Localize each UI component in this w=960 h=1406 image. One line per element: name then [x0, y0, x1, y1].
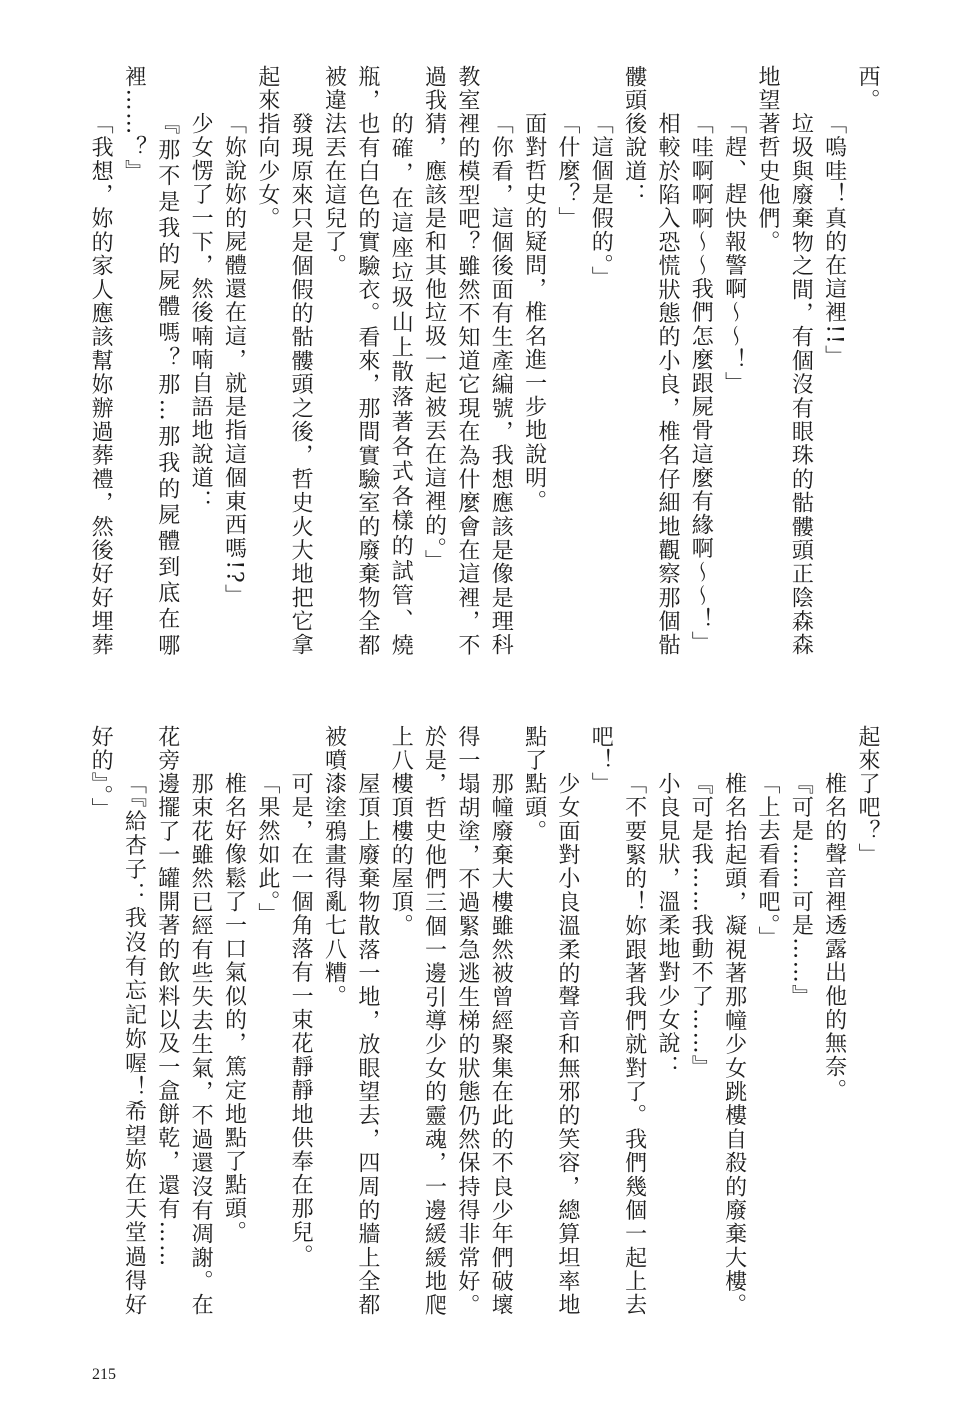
text-column: 好的』。」 [88, 725, 114, 821]
text-column: 可是，在一個角落有一束花靜靜地供奉在那兒。 [288, 772, 314, 1268]
text-column: 地望著哲史他們。 [754, 65, 780, 254]
text-column: 「上去看看吧。」 [754, 772, 780, 950]
text-column: 髏頭後說道： [621, 65, 647, 207]
text-column: 起來指向少女。 [254, 65, 280, 231]
text-column: 上八樓頂樓的屋頂。 [388, 725, 414, 938]
text-column: 椎名好像鬆了一口氣似的，篤定地點了點頭。 [221, 772, 247, 1244]
text-column: 發現原來只是個假的骷髏頭之後，哲史火大地把它拿 [288, 112, 314, 657]
text-column: 『可是……可是……』 [788, 772, 814, 1008]
text-column: 『可是我……我動不了……』 [688, 772, 714, 1079]
text-column: 西。 [855, 65, 880, 113]
text-column: 「我想，妳的家人應該幫妳辦過葬禮，然後好好埋葬 [88, 112, 114, 657]
text-column: 裡……？』 [121, 65, 147, 183]
text-column: 教室裡的模型吧？雖然不知道它現在為什麼會在這裡，不 [454, 65, 480, 657]
text-column: 『那不是我的屍體嗎？那…那我的屍體到底在哪 [154, 112, 180, 657]
text-column: 「不要緊的！妳跟著我們就對了。我們幾個一起上去 [621, 772, 647, 1317]
lower-text-block [88, 725, 879, 1317]
upper-text-block [88, 65, 879, 657]
text-column: 被噴漆塗鴉畫得亂七八糟。 [321, 725, 347, 1009]
text-column: 那束花雖然已經有些失去生氣，不過還沒有凋謝。在 [188, 772, 214, 1317]
text-column: 於是，哲史他們三個一邊引導少女的靈魂，一邊緩緩地爬 [421, 725, 447, 1317]
text-column: 起來了吧？」 [855, 725, 880, 867]
text-column: 「妳說妳的屍體還在這，就是指這個東西嗎!?」 [221, 112, 247, 608]
text-column: 點了點頭。 [521, 725, 547, 843]
text-column: 面對哲史的疑問，椎名進一步地說明。 [521, 112, 547, 514]
text-column: 相較於陷入恐慌狀態的小良，椎名仔細地觀察那個骷 [654, 112, 680, 657]
page-number: 215 [92, 1366, 116, 1383]
text-column: 少女愣了一下，然後喃喃自語地說道： [188, 112, 214, 514]
text-column: 垃圾與廢棄物之間，有個沒有眼珠的骷髏頭正陰森森 [788, 112, 814, 657]
text-column: 「什麼？」 [554, 112, 580, 230]
text-column: 花旁邊擺了一罐開著的飲料以及一盒餅乾，還有…… [154, 725, 180, 1268]
text-column: 「『給杏子：我沒有忘記妳喔！希望妳在天堂過得好 [121, 772, 147, 1317]
text-column: 的確，在這座垃圾山上散落著各式各樣的試管、燒 [388, 112, 414, 657]
text-column: 被違法丟在這兒了。 [321, 65, 347, 278]
text-column: 椎名的聲音裡透露出他的無奈。 [821, 772, 847, 1103]
text-column: 屋頂上廢棄物散落一地，放眼望去，四周的牆上全都 [354, 772, 380, 1317]
text-column: 過我猜，應該是和其他垃圾一起被丟在這裡的。」 [421, 65, 447, 574]
text-column: 小良見狀，溫柔地對少女說： [654, 772, 680, 1079]
text-column: 少女面對小良溫柔的聲音和無邪的笑容，總算坦率地 [554, 772, 580, 1317]
text-column: 「這個是假的。」 [588, 112, 614, 290]
text-column: 「哇啊啊啊～～我們怎麼跟屍骨這麼有緣啊～～！」 [688, 112, 714, 655]
text-column: 得一塌胡塗，不過緊急逃生梯的狀態仍然保持得非常好。 [454, 725, 480, 1317]
text-column: 椎名抬起頭，凝視著那幢少女跳樓自殺的廢棄大樓。 [721, 772, 747, 1317]
text-column: 吧！」 [588, 725, 614, 796]
text-column: 瓶，也有白色的實驗衣。看來，那間實驗室的廢棄物全都 [354, 65, 380, 657]
text-column: 「果然如此。」 [254, 772, 280, 927]
text-column: 「趕、趕快報警啊～～！」 [721, 112, 747, 396]
text-column: 「嗚哇！真的在這裡!!」 [821, 112, 847, 369]
text-column: 那幢廢棄大樓雖然被曾經聚集在此的不良少年們破壞 [488, 772, 514, 1317]
text-column: 「你看，這個後面有生產編號，我想應該是像是理科 [488, 112, 514, 657]
